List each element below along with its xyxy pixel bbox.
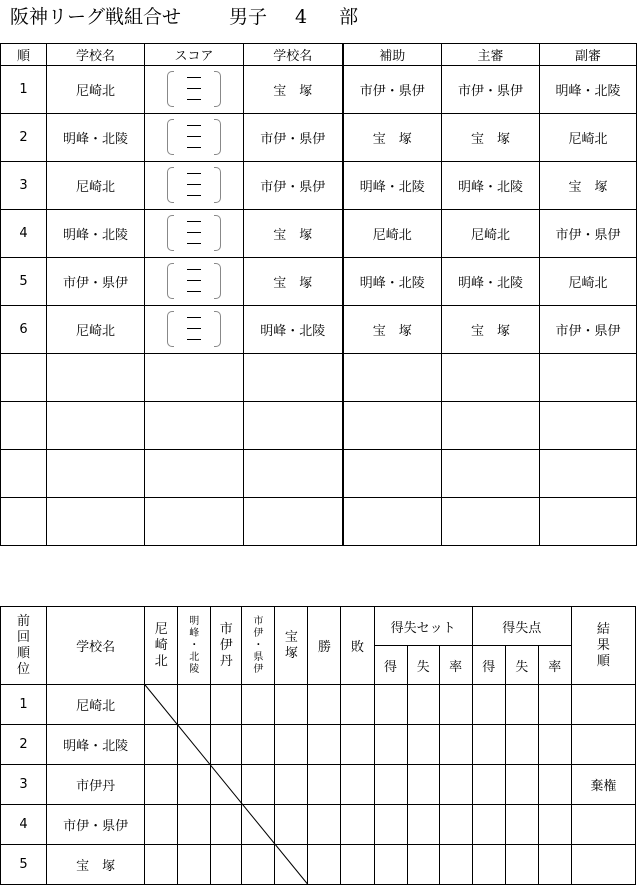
empty-cell[interactable] [343,402,442,450]
schedule-row [1,162,637,210]
point-rate-cell[interactable] [538,685,571,725]
empty-cell[interactable] [343,354,442,402]
result-rank-cell [571,685,635,725]
standings-row [1,845,636,885]
team-b-cell: 宝 塚 [244,258,343,306]
wins-cell[interactable] [308,725,341,765]
vice-referee-cell: 尼崎北 [540,258,637,306]
empty-cell[interactable] [47,450,145,498]
set-loss-cell[interactable] [407,845,439,885]
rank-cell: 1 [1,685,47,725]
standings-row [1,685,636,725]
score-bracket [165,69,223,107]
header-score: スコア [145,44,244,66]
vice-referee-cell: 市伊・県伊 [540,210,637,258]
schedule-row [1,66,637,114]
schedule-row [1,210,637,258]
set-rate-cell[interactable] [439,685,472,725]
vice-referee-cell: 宝 塚 [540,162,637,210]
point-gain-cell[interactable] [472,845,505,885]
empty-cell[interactable] [145,498,244,546]
match-result-cell[interactable] [242,685,275,725]
empty-cell[interactable] [442,402,540,450]
score-bracket [165,309,223,347]
point-rate-cell[interactable] [538,805,571,845]
point-rate-cell[interactable] [538,845,571,885]
standings-table [0,606,636,885]
header-set-diff: 得失セット [374,607,472,646]
match-result-cell[interactable] [211,845,242,885]
empty-cell[interactable] [540,354,637,402]
opponent-label: 明 峰 ・ 北 陵 [189,615,200,675]
score-cell[interactable] [145,306,244,354]
empty-cell[interactable] [540,402,637,450]
header-referee: 主審 [442,44,540,66]
match-result-cell[interactable] [275,845,308,885]
point-loss-cell[interactable] [505,845,538,885]
standings-row [1,765,636,805]
school-cell: 明峰・北陵 [47,725,145,765]
empty-cell[interactable] [1,402,47,450]
header-school-a: 学校名 [47,44,145,66]
set-loss-cell[interactable] [407,805,439,845]
referee-cell: 明峰・北陵 [442,162,540,210]
wins-cell[interactable] [308,845,341,885]
school-cell: 市伊丹 [47,765,145,805]
match-result-cell[interactable] [275,765,308,805]
result-rank-cell [571,725,635,765]
sub-point-gain: 得 [472,646,505,685]
match-result-cell[interactable] [275,725,308,765]
order-cell: 4 [1,210,47,258]
team-a-cell: 明峰・北陵 [47,114,145,162]
set-rate-cell[interactable] [439,725,472,765]
sub-set-rate: 率 [439,646,472,685]
result-rank-cell [571,805,635,845]
losses-cell[interactable] [341,845,374,885]
result-rank-cell [571,845,635,885]
empty-cell[interactable] [244,402,343,450]
standings-row [1,805,636,845]
page-title [10,2,358,29]
empty-cell[interactable] [343,450,442,498]
empty-cell[interactable] [442,354,540,402]
header-prev-rank [1,607,47,685]
match-result-cell[interactable] [178,805,211,845]
sub-point-loss: 失 [505,646,538,685]
match-result-cell[interactable] [178,685,211,725]
header-prev-rank-text: 前 回 順 位 [17,613,31,677]
match-result-cell[interactable] [145,685,178,725]
division-label: 部 [339,6,359,28]
empty-cell[interactable] [1,354,47,402]
empty-cell[interactable] [145,354,244,402]
header-losses: 敗 [341,607,374,685]
score-bracket [165,165,223,203]
schedule-empty-row [1,354,637,402]
empty-cell[interactable] [540,450,637,498]
point-rate-cell[interactable] [538,725,571,765]
schedule-row [1,114,637,162]
set-gain-cell[interactable] [374,725,407,765]
school-cell: 市伊・県伊 [47,805,145,845]
match-result-cell[interactable] [178,845,211,885]
school-cell: 宝 塚 [47,845,145,885]
opponent-col-4 [242,607,275,685]
school-cell: 尼崎北 [47,685,145,725]
standings-header-row [1,607,636,646]
team-a-cell: 尼崎北 [47,162,145,210]
empty-cell[interactable] [442,450,540,498]
opponent-label: 尼 崎 北 [154,621,168,669]
point-loss-cell[interactable] [505,765,538,805]
score-bracket [165,213,223,251]
division-number: 4 [295,6,308,28]
match-result-cell[interactable] [178,725,211,765]
set-loss-cell[interactable] [407,765,439,805]
set-rate-cell[interactable] [439,765,472,805]
losses-cell[interactable] [341,805,374,845]
set-loss-cell[interactable] [407,685,439,725]
rank-cell: 4 [1,805,47,845]
assist-cell: 明峰・北陵 [343,162,442,210]
assist-cell: 宝 塚 [343,114,442,162]
schedule-empty-row [1,498,637,546]
referee-cell: 市伊・県伊 [442,66,540,114]
match-result-cell[interactable] [275,685,308,725]
opponent-label: 宝 塚 [284,629,298,661]
referee-cell: 明峰・北陵 [442,258,540,306]
header-result-rank-text: 結 果 順 [596,621,610,669]
header-result-rank [571,607,635,685]
set-gain-cell[interactable] [374,685,407,725]
point-gain-cell[interactable] [472,725,505,765]
losses-cell[interactable] [341,765,374,805]
match-result-cell[interactable] [275,805,308,845]
referee-cell: 宝 塚 [442,114,540,162]
team-b-cell: 宝 塚 [244,66,343,114]
match-result-cell[interactable] [242,725,275,765]
team-b-cell: 明峰・北陵 [244,306,343,354]
header-school: 学校名 [47,607,145,685]
set-loss-cell[interactable] [407,725,439,765]
match-schedule-table [0,43,637,546]
rank-cell: 2 [1,725,47,765]
order-cell: 1 [1,66,47,114]
schedule-row [1,258,637,306]
wins-cell[interactable] [308,805,341,845]
opponent-label: 市 伊 丹 [219,621,233,669]
opponent-col-3 [211,607,242,685]
vice-referee-cell: 明峰・北陵 [540,66,637,114]
sub-point-rate: 率 [538,646,571,685]
match-result-cell[interactable] [211,765,242,805]
result-rank-cell: 棄権 [571,765,635,805]
score-cell[interactable] [145,66,244,114]
point-loss-cell[interactable] [505,685,538,725]
losses-cell[interactable] [341,725,374,765]
empty-cell[interactable] [47,498,145,546]
header-vice-referee: 副審 [540,44,637,66]
order-cell: 5 [1,258,47,306]
point-gain-cell[interactable] [472,685,505,725]
set-rate-cell[interactable] [439,845,472,885]
match-result-cell[interactable] [242,845,275,885]
assist-cell: 市伊・県伊 [343,66,442,114]
league-title: 阪神リーグ戦組合せ [10,6,182,28]
empty-cell[interactable] [244,450,343,498]
empty-cell[interactable] [145,402,244,450]
assist-cell: 尼崎北 [343,210,442,258]
empty-cell[interactable] [244,354,343,402]
rank-cell: 5 [1,845,47,885]
empty-cell[interactable] [343,498,442,546]
team-a-cell: 尼崎北 [47,66,145,114]
team-a-cell: 尼崎北 [47,306,145,354]
opponent-col-2 [178,607,211,685]
category-label: 男子 [229,6,268,28]
team-a-cell: 明峰・北陵 [47,210,145,258]
wins-cell[interactable] [308,765,341,805]
team-b-cell: 市伊・県伊 [244,114,343,162]
match-result-cell[interactable] [242,765,275,805]
opponent-label: 市 伊 ・ 県 伊 [253,615,264,675]
empty-cell[interactable] [1,498,47,546]
set-rate-cell[interactable] [439,805,472,845]
match-result-cell[interactable] [145,765,178,805]
score-cell[interactable] [145,258,244,306]
empty-cell[interactable] [145,450,244,498]
score-bracket [165,117,223,155]
set-gain-cell[interactable] [374,765,407,805]
match-result-cell[interactable] [145,725,178,765]
sub-set-loss: 失 [407,646,439,685]
assist-cell: 明峰・北陵 [343,258,442,306]
match-result-cell[interactable] [242,805,275,845]
vice-referee-cell: 尼崎北 [540,114,637,162]
team-b-cell: 市伊・県伊 [244,162,343,210]
standings-row [1,725,636,765]
empty-cell[interactable] [47,354,145,402]
match-result-cell[interactable] [145,805,178,845]
empty-cell[interactable] [442,498,540,546]
match-result-cell[interactable] [211,805,242,845]
vice-referee-cell: 市伊・県伊 [540,306,637,354]
schedule-empty-row [1,450,637,498]
match-result-cell[interactable] [211,685,242,725]
empty-cell[interactable] [47,402,145,450]
sub-set-gain: 得 [374,646,407,685]
score-cell[interactable] [145,162,244,210]
opponent-col-5 [275,607,308,685]
score-bracket [165,261,223,299]
schedule-empty-row [1,402,637,450]
point-loss-cell[interactable] [505,725,538,765]
match-result-cell[interactable] [178,765,211,805]
match-result-cell[interactable] [145,845,178,885]
order-cell: 3 [1,162,47,210]
score-cell[interactable] [145,210,244,258]
team-b-cell: 宝 塚 [244,210,343,258]
wins-cell[interactable] [308,685,341,725]
schedule-header-row [1,44,637,66]
point-rate-cell[interactable] [538,765,571,805]
referee-cell: 宝 塚 [442,306,540,354]
header-assist: 補助 [343,44,442,66]
opponent-col-1 [145,607,178,685]
rank-cell: 3 [1,765,47,805]
losses-cell[interactable] [341,685,374,725]
header-school-b: 学校名 [244,44,343,66]
point-gain-cell[interactable] [472,805,505,845]
match-result-cell[interactable] [211,725,242,765]
set-gain-cell[interactable] [374,805,407,845]
point-gain-cell[interactable] [472,765,505,805]
order-cell: 2 [1,114,47,162]
point-loss-cell[interactable] [505,805,538,845]
team-a-cell: 市伊・県伊 [47,258,145,306]
schedule-row [1,306,637,354]
empty-cell[interactable] [244,498,343,546]
header-order: 順 [1,44,47,66]
header-wins: 勝 [308,607,341,685]
order-cell: 6 [1,306,47,354]
empty-cell[interactable] [540,498,637,546]
assist-cell: 宝 塚 [343,306,442,354]
empty-cell[interactable] [1,450,47,498]
score-cell[interactable] [145,114,244,162]
set-gain-cell[interactable] [374,845,407,885]
header-point-diff: 得失点 [472,607,571,646]
referee-cell: 尼崎北 [442,210,540,258]
